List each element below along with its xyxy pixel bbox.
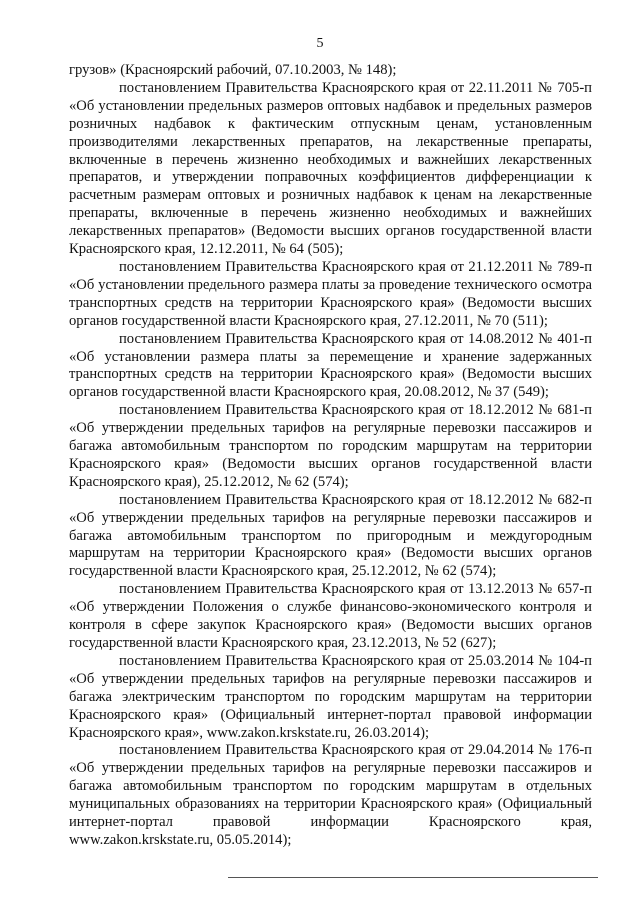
paragraph-continuation: грузов» (Красноярский рабочий, 07.10.2003, № 148); [69, 62, 397, 78]
paragraph-decree-401: постановлением Правительства Красноярского края от 14.08.2012 № 401-п «Об установлении размера платы за перемещение и хранение задержанных транспортных средств на территории Красноярского края» (Ведомости высших органов государственной власти Красноярского края, 20.08.2012, № 37 (549); [69, 330, 592, 401]
paragraph-decree-705: постановлением Правительства Красноярского края от 22.11.2011 № 705-п «Об установлении предельных размеров оптовых надбавок и предельных размеров розничных надбавок к фактическим отпускным ценам, установленным производителями лекарственных препаратов, на лекарственные препараты, включенные в перечень жизненно необходимых и важнейших лекарственных препаратов, и утверждении поправочных коэффициентов дифференциации к расчетным размерам оптовых и розничных надбавок к ценам на лекарственные препараты, включенные в перечень жизненно необходимых и важнейших лекарственных препаратов» (Ведомости высших органов государственной власти Красноярского края, 12.12.2011, № 64 (505); [69, 79, 592, 258]
paragraph-decree-657: постановлением Правительства Красноярского края от 13.12.2013 № 657-п «Об утверждении Положения о службе финансово-экономического контроля и контроля в сфере закупок Красноярского края» (Ведомости высших органов государственной власти Красноярского края, 23.12.2013, № 52 (627); [69, 581, 592, 651]
document-body [69, 62, 592, 850]
paragraph-decree-789: постановлением Правительства Красноярского края от 21.12.2011 № 789-п «Об установлении предельного размера платы за проведение технического осмотра транспортных средств на территории Красноярского края» (Ведомости высших органов государственной власти Красноярского края, 27.12.2011, № 70 (511); [69, 258, 592, 329]
paragraph-decree-681: постановлением Правительства Красноярского края от 18.12.2012 № 681-п «Об утверждении предельных тарифов на регулярные перевозки пассажиров и багажа автомобильным транспортом по городским маршрутам на территории Красноярского края» (Ведомости высших органов государственной власти Красноярского края), 25.12.2012, № 62 (574); [69, 402, 592, 490]
page-number: 5 [316, 36, 324, 51]
paragraph-decree-176: постановлением Правительства Красноярского края от 29.04.2014 № 176-п «Об утверждении предельных тарифов на регулярные перевозки пассажиров и багажа автомобильным транспортом по городским маршрутам в отдельных муниципальных образованиях на территории Красноярского края» (Официальный интернет-портал правовой информации Красноярского края, www.zakon.krskstate.ru, 05.05.2014); [69, 742, 592, 848]
paragraph-decree-682: постановлением Правительства Красноярского края от 18.12.2012 № 682-п «Об утверждении предельных тарифов на регулярные перевозки пассажиров и багажа автомобильным транспортом по пригородным и междугородным маршрутам на территории Красноярского края» (Ведомости высших органов государственной власти Красноярского края, 25.12.2012, № 62 (574); [69, 491, 592, 580]
bottom-divider [228, 877, 598, 878]
paragraph-decree-104: постановлением Правительства Красноярского края от 25.03.2014 № 104-п «Об утверждении предельных тарифов на регулярные перевозки пассажиров и багажа электрическим транспортом по городским маршрутам на территории Красноярского края» (Официальный интернет-портал правовой информации Красноярского края», www.zakon.krskstate.ru, 26.03.2014); [69, 652, 592, 741]
